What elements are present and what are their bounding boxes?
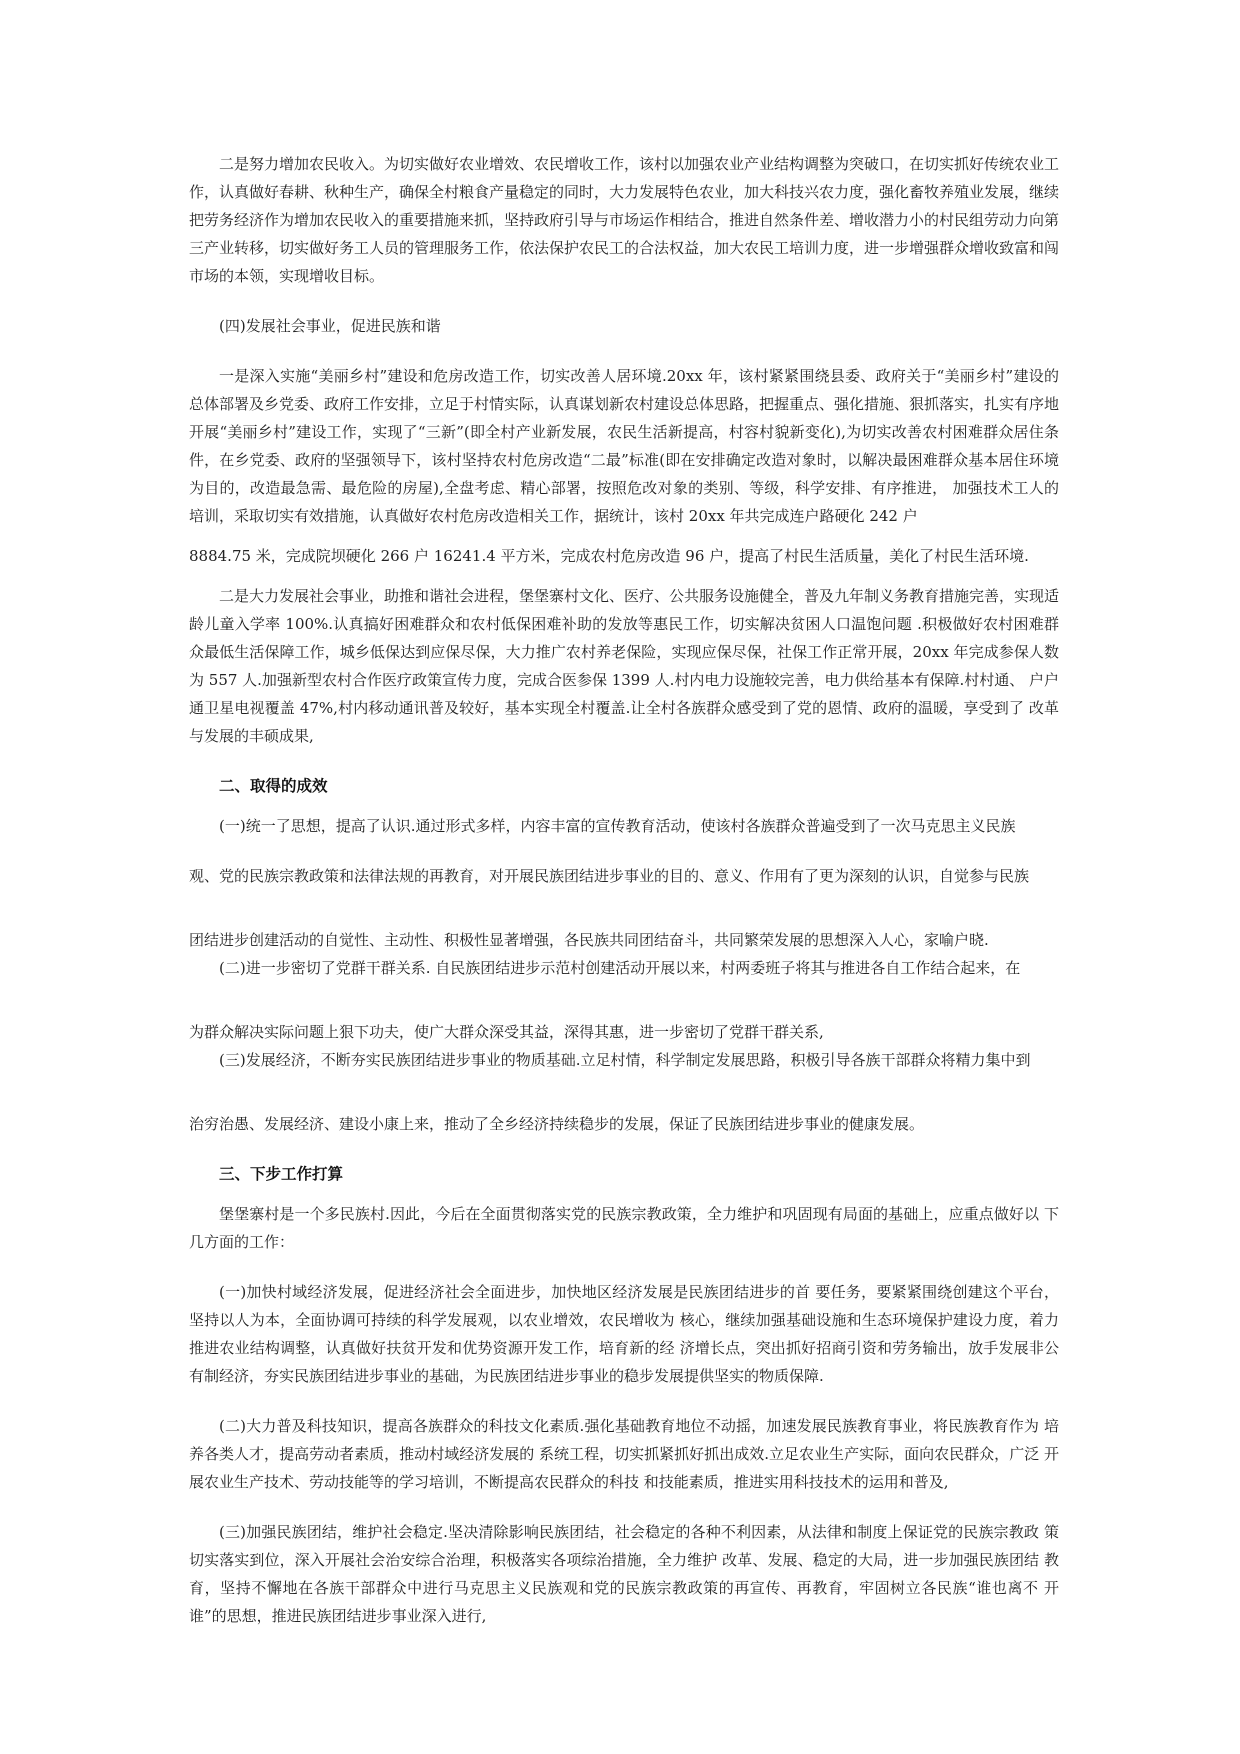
paragraph-relations-line1: (二)进一步密切了党群干群关系. 自民族团结进步示范村创建活动开展以来，村两委班子将其与推进各自工作结合起来，在	[219, 959, 1021, 977]
paragraph-income: 二是努力增加农民收入。为切实做好农业增效、农民增收工作，该村以加强农业产业结构调整为突破口，在切实抓好传统农业工作，认真做好春耕、秋种生产，确保全村粮食产量稳定的同时，大力发展特色农业，加大科技兴农力度，强化畜牧养殖业发展，继续把劳务经济作为增加农民收入的重要措施来抓，坚持政府引导与市场运作相结合，推进自然条件差、增收潜力小的村民组劳动力向第三产业转移，切实做好务工人员的管理服务工作，依法保护农民工的合法权益，加大农民工培训力度，进一步增强群众增收致富和闯市场的本领，实现增收目标。	[189, 155, 1060, 285]
paragraph-relations-line2: 为群众解决实际问题上狠下功夫，使广大群众深受其益，深得其惠，进一步密切了党群干群关系,	[189, 1023, 824, 1041]
paragraph-beautiful-village: 一是深入实施“美丽乡村”建设和危房改造工作，切实改善人居环境.20xx 年，该村紧紧围绕县委、政府关于“美丽乡村”建设的总体部署及乡党委、政府工作安排，立足于村情实际，认真谋划新农村建设总体思路，把握重点、强化措施、狠抓落实，扎实有序地开展“美丽乡村”建设工作，实现了“三新”(即全村产业新发展，农民生活新提高，村容村貌新变化),为切实改善农村困难群众居住条件，在乡党委、政府的坚强领导下，该村坚持农村危房改造“二最”标准(即在安排确定改造对象时，以解决最困难群众基本居住环境为目的，改造最急需、最危险的房屋),全盘考虑、精心部署，按照危改对象的类别、等级，科学安排、有序推进， 加强技术工人的培训，采取切实有效措施，认真做好农村危房改造相关工作，据统计，该村 20xx 年共完成连户路硬化 242 户	[189, 367, 1060, 525]
paragraph-plan-3: (三)加强民族团结，维护社会稳定.坚决清除影响民族团结，社会稳定的各种不利因素，从法律和制度上保证党的民族宗教政 策切实落实到位，深入开展社会治安综合治理，积极落实各项综治措施，全力维护 改革、发展、稳定的大局，进一步加强民族团结 教育，坚持不懈地在各族干部群众中进行马克思主义民族观和党的民族宗教政策的再宣传、再教育，牢固树立各民族“谁也离不 开谁”的思想，推进民族团结进步事业深入进行,	[189, 1523, 1059, 1625]
paragraph-thought-line3: 团结进步创建活动的自觉性、主动性、积极性显著增强，各民族共同团结奋斗，共同繁荣发展的思想深入人心，家喻户晓.	[189, 931, 989, 949]
paragraph-plan-1: (一)加快村域经济发展，促进经济社会全面进步，加快地区经济发展是民族团结进步的首 要任务，要紧紧围绕创建这个平台， 坚持以人为本，全面协调可持续的科学发展观，以农业增效，农民增收为 核心，继续加强基础设施和生态环境保护建设力度，着力 推进农业结构调整，认真做好扶贫开发和优势资源开发工作，培育新的经 济增长点，突出抓好招商引资和劳务输出，放手发展非公 有制经济，夯实民族团结进步事业的基础，为民族团结进步事业的稳步发展提供坚实的物质保障.	[189, 1283, 1059, 1385]
paragraph-road-stats: 8884.75 米，完成院坝硬化 266 户 16241.4 平方米，完成农村危房改造 96 户，提高了村民生活质量，美化了村民生活环境.	[189, 547, 1029, 565]
document-page	[189, 150, 1059, 1630]
paragraph-multi-ethnic: 堡堡寨村是一个多民族村.因此，今后在全面贯彻落实党的民族宗教政策，全力维护和巩固现有局面的基础上，应重点做好以 下几方面的工作：	[189, 1205, 1059, 1251]
paragraph-economy-line1: (三)发展经济，不断夯实民族团结进步事业的物质基础.立足村情，科学制定发展思路，积极引导各族干部群众将精力集中到	[219, 1051, 1031, 1069]
heading-next-steps: 三、下步工作打算	[219, 1165, 344, 1183]
paragraph-economy-line2: 治穷治愚、发展经济、建设小康上来，推动了全乡经济持续稳步的发展，保证了民族团结进步事业的健康发展。	[189, 1115, 925, 1133]
paragraph-social-undertakings: 二是大力发展社会事业，助推和谐社会进程，堡堡寨村文化、医疗、公共服务设施健全，普及九年制义务教育措施完善，实现适龄儿童入学率 100%.认真搞好困难群众和农村低保困难补助的发放等惠民工作，切实解决贫困人口温饱问题 .积极做好农村困难群众最低生活保障工作，城乡低保达到应保尽保，大力推广农村养老保险，实现应保尽保，社保工作正常开展，20xx 年完成参保人数为 557 人.加强新型农村合作医疗政策宣传力度，完成合医参保 1399 人.村内电力设施较完善，电力供给基本有保障.村村通、 户户通卫星电视覆盖 47%,村内移动通讯普及较好，基本实现全村覆盖.让全村各族群众感受到了党的恩情、政府的温暖，享受到了 改革与发展的丰硕成果,	[189, 587, 1060, 745]
paragraph-thought-line1: (一)统一了思想，提高了认识.通过形式多样，内容丰富的宣传教育活动，使该村各族群众普遍受到了一次马克思主义民族	[219, 817, 1016, 835]
paragraph-thought-line2: 观、党的民族宗教政策和法律法规的再教育，对开展民族团结进步事业的目的、意义、作用有了更为深刻的认识，自觉参与民族	[189, 867, 1030, 885]
paragraph-plan-2: (二)大力普及科技知识，提高各族群众的科技文化素质.强化基础教育地位不动摇，加速发展民族教育事业，将民族教育作为 培养各类人才，提高劳动者素质，推动村域经济发展的 系统工程，切实抓紧抓好抓出成效.立足农业生产实际，面向农民群众，广泛 开展农业生产技术、劳动技能等的学习培训，不断提高农民群众的科技 和技能素质，推进实用科技技术的运用和普及,	[189, 1417, 1059, 1491]
section-heading-social: (四)发展社会事业，促进民族和谐	[219, 317, 441, 335]
heading-achievements: 二、取得的成效	[219, 777, 328, 795]
